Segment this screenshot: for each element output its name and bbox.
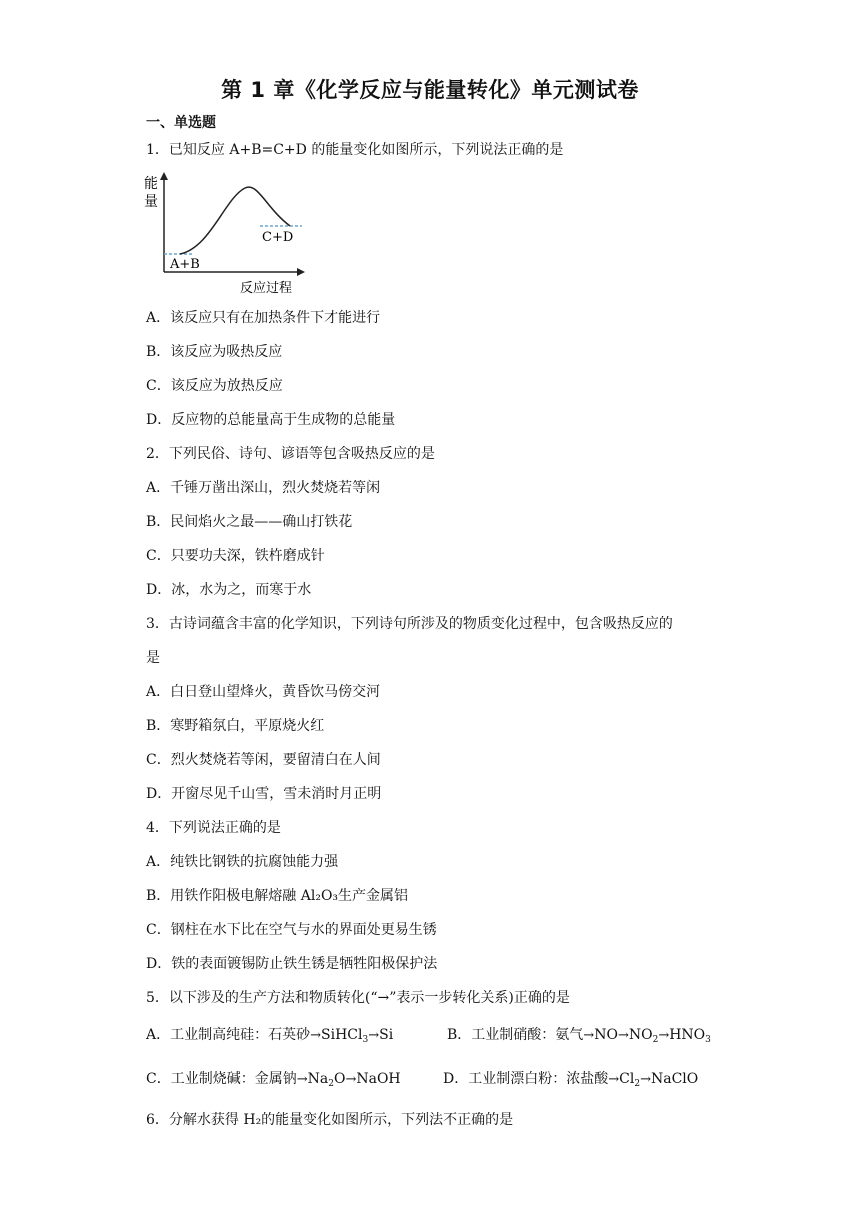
q5-option-d: [443, 1068, 698, 1089]
arrow-icon: →: [608, 1072, 620, 1087]
q5-d-prefix: D．工业制漂白粉：浓盐酸: [443, 1071, 609, 1087]
q5-c-prefix: C．工业制烧碱：金属钠: [146, 1071, 297, 1087]
arrow-icon: →: [345, 1072, 357, 1087]
q5-a-prefix: A．工业制高纯硅：石英砂: [146, 1027, 311, 1043]
subscript: 2: [634, 1079, 641, 1089]
formula: NaOH: [356, 1071, 401, 1087]
y-axis-label-1: 能: [144, 176, 158, 192]
formula: Si: [379, 1027, 394, 1043]
q4-option-d: D．铁的表面镀锡防止铁生锈是牺牲阳极保护法: [146, 956, 438, 972]
page-title: 第 1 章《化学反应与能量转化》单元测试卷: [221, 78, 639, 102]
arrow-icon: →: [296, 1072, 308, 1087]
section-heading: 一、单选题: [146, 115, 216, 131]
formula: NO: [628, 1027, 653, 1043]
q3-option-a: A．白日登山望烽火，黄昏饮马傍交河: [146, 684, 381, 700]
q5-option-c: [146, 1068, 401, 1089]
subscript: 2: [328, 1079, 334, 1089]
question-2-stem: 2．下列民俗、诗句、谚语等包含吸热反应的是: [146, 446, 435, 462]
question-6-stem: 6．分解水获得 H₂的能量变化如图所示，下列法不正确的是: [146, 1112, 514, 1128]
x-axis-label: 反应过程: [240, 281, 293, 296]
formula: SiHCl: [321, 1027, 363, 1043]
formula: Na: [307, 1071, 329, 1087]
question-1-stem: 1．已知反应 A+B=C+D 的能量变化如图所示，下列说法正确的是: [146, 142, 564, 158]
question-5-stem: 5．以下涉及的生产方法和物质转化(“→”表示一步转化关系)正确的是: [146, 990, 570, 1006]
q2-option-a: A．千锤万凿出深山，烈火焚烧若等闲: [146, 480, 381, 496]
q3-option-b: B．寒野箱氛白，平原烧火红: [146, 718, 325, 734]
question-4-stem: 4．下列说法正确的是: [146, 820, 281, 836]
q2-option-c: C．只要功夫深，铁杵磨成针: [146, 548, 325, 564]
q3-option-d: D．开窗尽见千山雪，雪未消时月正明: [146, 786, 382, 802]
formula: NO: [594, 1027, 618, 1043]
question-3-stem: 3．古诗词蕴含丰富的化学知识，下列诗句所涉及的物质变化过程中，包含吸热反应的: [146, 616, 673, 632]
formula: Cl: [619, 1071, 635, 1087]
subscript: 3: [362, 1035, 369, 1045]
y-axis-label-2: 量: [144, 194, 158, 210]
arrow-icon: →: [640, 1072, 651, 1087]
q4-option-a: A．纯铁比钢铁的抗腐蚀能力强: [146, 854, 339, 870]
q1-option-d: D．反应物的总能量高于生成物的总能量: [146, 412, 396, 428]
arrow-icon: →: [368, 1028, 380, 1043]
y-axis-arrow-icon: [160, 172, 168, 180]
product-label: C+D: [262, 230, 294, 245]
formula: HNO: [669, 1027, 706, 1043]
subscript: 3: [705, 1035, 711, 1045]
q3-option-c: C．烈火焚烧若等闲，要留清白在人间: [146, 752, 381, 768]
q2-option-b: B．民间焰火之最——确山打铁花: [146, 514, 353, 530]
formula: NaClO: [650, 1071, 699, 1087]
q1-option-b: B．该反应为吸热反应: [146, 344, 283, 360]
x-axis-arrow-icon: [297, 268, 305, 276]
q4-option-c: C．钢柱在水下比在空气与水的界面处更易生锈: [146, 922, 437, 938]
q5-b-prefix: B．工业制硝酸：氨气: [447, 1027, 584, 1043]
q5-option-b: [447, 1024, 711, 1045]
question-3-stem-cont: 是: [146, 650, 160, 666]
q1-option-c: C．该反应为放热反应: [146, 378, 283, 394]
q5-option-a: [146, 1024, 393, 1045]
arrow-icon: →: [583, 1028, 595, 1043]
q2-option-d: D．冰，水为之，而寒于水: [146, 582, 312, 598]
subscript: 2: [652, 1035, 659, 1045]
arrow-icon: →: [310, 1028, 322, 1043]
arrow-icon: →: [658, 1028, 670, 1043]
formula: O: [333, 1071, 346, 1087]
reactant-label: A+B: [170, 257, 200, 272]
energy-diagram: [140, 168, 320, 298]
arrow-icon: →: [617, 1028, 629, 1043]
q4-option-b: B．用铁作阳极电解熔融 Al₂O₃生产金属铝: [146, 888, 409, 904]
q1-option-a: A．该反应只有在加热条件下才能进行: [146, 310, 381, 326]
